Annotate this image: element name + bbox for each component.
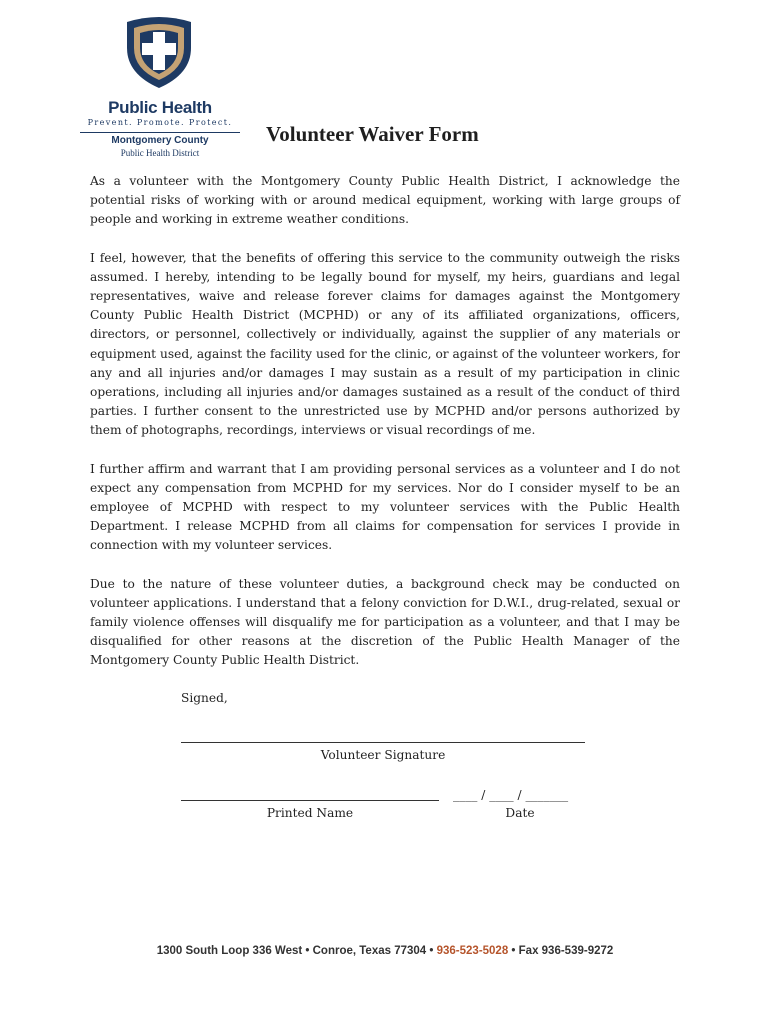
signed-label: Signed, xyxy=(181,691,228,705)
printed-name-caption: Printed Name xyxy=(266,806,354,820)
signature-caption: Volunteer Signature xyxy=(320,748,446,762)
paragraph-acknowledge: As a volunteer with the Montgomery County Public Health District, I acknowledge the potential risks of working with or around medical equipment, working with large groups of people and working in extreme weather conditions. xyxy=(90,174,680,227)
page-title: Volunteer Waiver Form xyxy=(266,122,479,146)
footer-address: 1300 South Loop 336 West • Conroe, Texas 77304 • xyxy=(156,945,437,957)
logo-district: Public Health District xyxy=(120,148,200,158)
logo-divider xyxy=(80,132,240,133)
waiver-body xyxy=(90,172,680,690)
footer-phone[interactable]: 936-523-5028 xyxy=(436,945,509,957)
paragraph-compensation: I further affirm and warrant that I am providing personal services as a volunteer and I do not expect any compensation from MCPHD for my services. Nor do I consider myself to be an employee of MCPHD with respect to my volunteer services with the Public Health Department. I release MCPHD from all claims for compensation for services I provide in connection with my volunteer services. xyxy=(90,461,680,553)
shield-cross-icon xyxy=(121,14,197,90)
date-field[interactable]: ____ / ____ / _______ xyxy=(453,788,569,802)
logo xyxy=(80,14,245,164)
paragraph-release: I feel, however, that the benefits of offering this service to the community outweigh the risks assumed. I hereby, intending to be legally bound for myself, my heirs, guardians and legal representatives, waive and release forever claims for damages against the Montgomery County Public Health District (MCPHD) or any of its affiliated organizations, officers, directors, or personnel, collectively or individually, against the supplier of any materials or equipment used, against the facility used for the clinic, or against of the volunteer workers, for any and all injuries and/or damages I may sustain as a result of my participation in clinic operations, including all injuries and/or damages sustained as a result of the conduct of third parties. I further consent to the unrestricted use by MCPHD and/or persons authorized by them of photographs, recordings, interviews or visual recordings of me. xyxy=(90,250,680,438)
footer-fax: • Fax 936-539-9272 xyxy=(508,945,614,957)
printed-name-line[interactable] xyxy=(181,800,439,801)
paragraph-background-check: Due to the nature of these volunteer duties, a background check may be conducted on volunteer applications. I understand that a felony conviction for D.W.I., drug-related, sexual or family violence offenses will disqualify me for participation as a volunteer, and that I may be disqualified for other reasons at the discretion of the Public Health Manager of the Montgomery County Public Health District. xyxy=(90,576,680,668)
logo-tagline: Prevent. Promote. Protect. xyxy=(87,118,233,127)
date-caption: Date xyxy=(505,806,535,820)
logo-county: Montgomery County xyxy=(111,135,209,146)
logo-title: Public Health xyxy=(108,98,212,117)
signature-line[interactable] xyxy=(181,742,585,743)
footer-contact xyxy=(0,945,770,957)
